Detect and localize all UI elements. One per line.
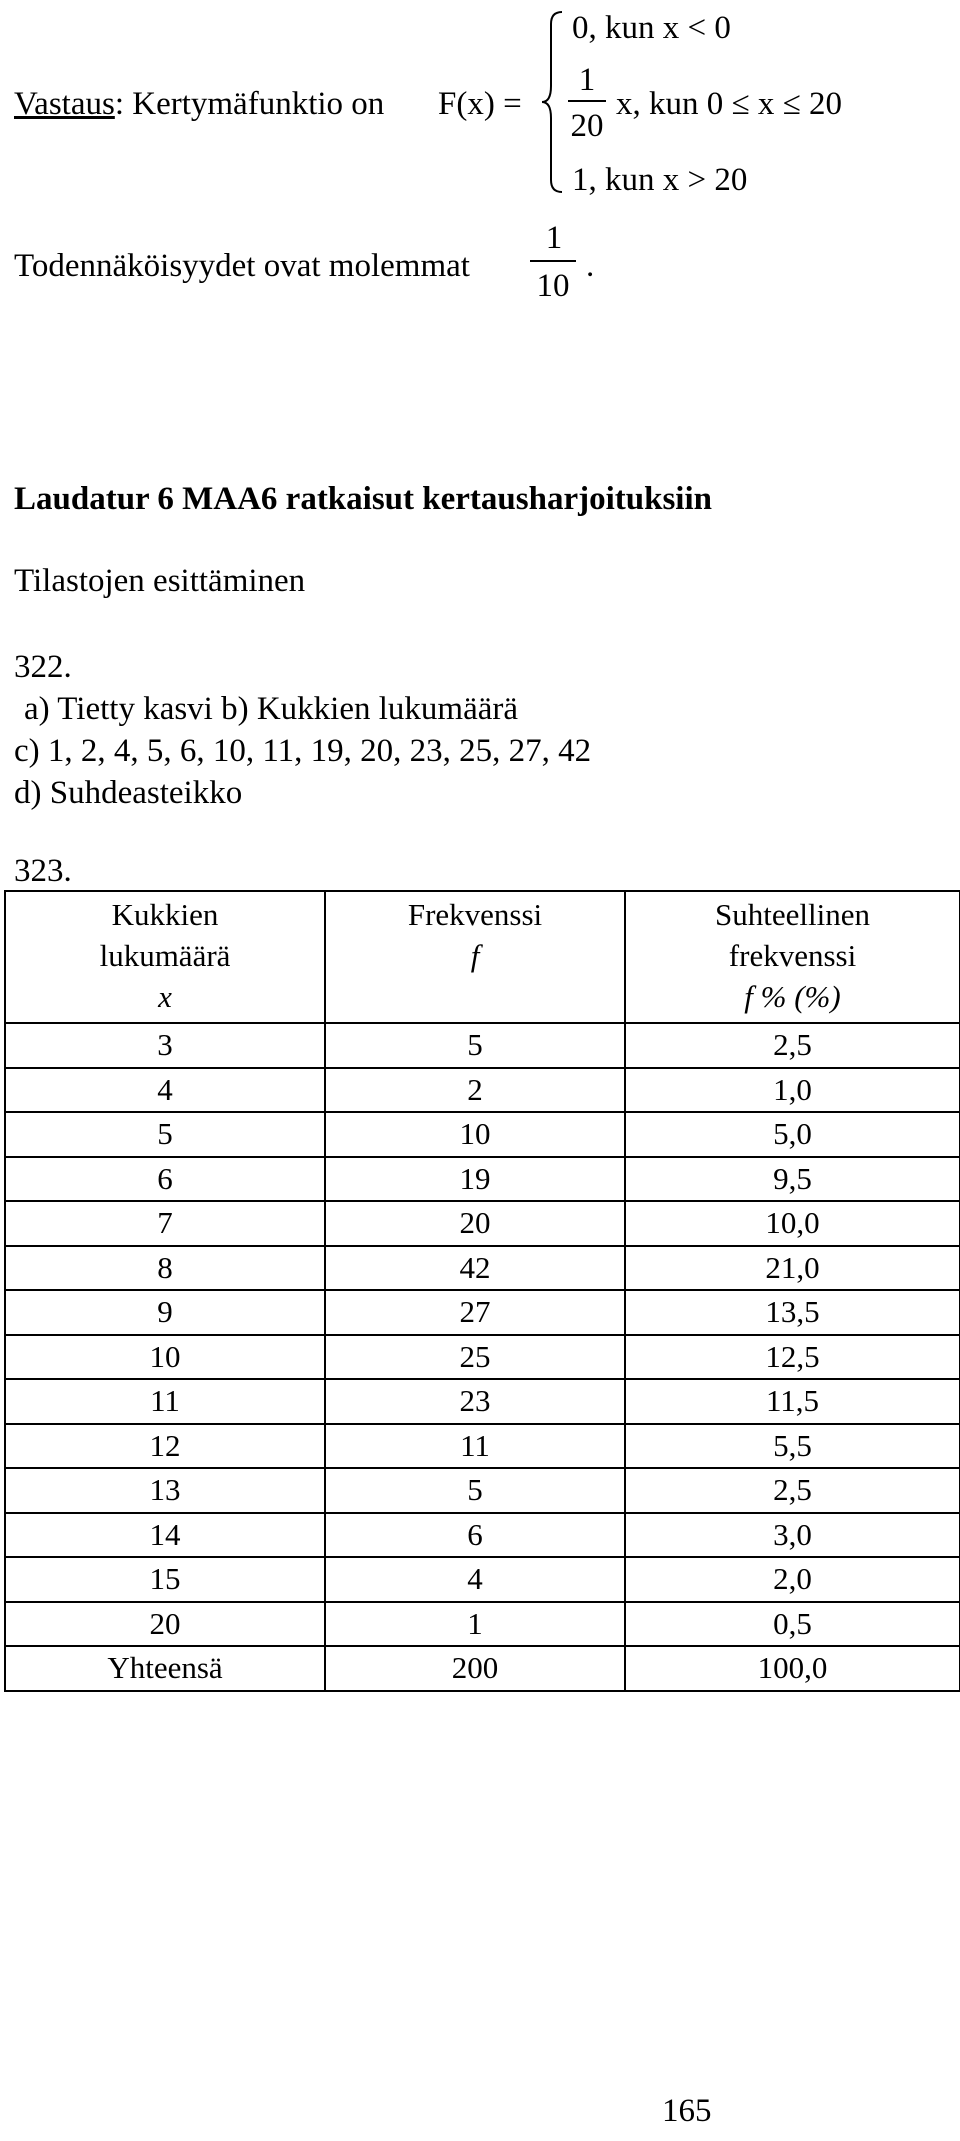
cell-frequency: 4 [325,1557,625,1602]
cell-relative-frequency: 100,0 [625,1646,960,1691]
cell-count: Yhteensä [5,1646,325,1691]
page-number: 165 [662,2093,712,2129]
table-header-row [5,891,960,1023]
header-frequency: Frekvenssi f [325,891,625,1023]
cell-relative-frequency: 3,0 [625,1513,960,1558]
table-row [5,1602,960,1647]
probabilities-text: Todennäköisyydet ovat molemmat [14,248,470,284]
cell-count: 7 [5,1201,325,1246]
section-subtitle: Tilastojen esittäminen [14,563,306,599]
table-row [5,1646,960,1691]
cell-count: 15 [5,1557,325,1602]
cell-frequency: 27 [325,1290,625,1335]
table-row [5,1335,960,1380]
cell-count: 12 [5,1424,325,1469]
table-row [5,1513,960,1558]
cell-count: 20 [5,1602,325,1647]
cell-count: 9 [5,1290,325,1335]
cell-relative-frequency: 0,5 [625,1602,960,1647]
cell-count: 11 [5,1379,325,1424]
cell-frequency: 2 [325,1068,625,1113]
cdf-fraction-bar [568,100,606,102]
cell-frequency: 10 [325,1112,625,1157]
frequency-table [4,890,960,1692]
table-row [5,1068,960,1113]
cell-relative-frequency: 9,5 [625,1157,960,1202]
cell-frequency: 1 [325,1602,625,1647]
table-row [5,1557,960,1602]
cdf-case-1: 0, kun x < 0 [572,10,731,46]
cell-relative-frequency: 5,0 [625,1112,960,1157]
cdf-function-lhs: F(x) = [438,86,522,122]
cdf-case-2-numerator: 1 [578,62,596,98]
exercise-322-number: 322. [14,649,72,685]
cell-frequency: 42 [325,1246,625,1291]
cell-relative-frequency: 10,0 [625,1201,960,1246]
cell-frequency: 25 [325,1335,625,1380]
cell-count: 4 [5,1068,325,1113]
cell-count: 3 [5,1023,325,1068]
cell-frequency: 5 [325,1023,625,1068]
cell-relative-frequency: 12,5 [625,1335,960,1380]
table-body [5,1023,960,1691]
cell-count: 6 [5,1157,325,1202]
answer-label: Vastaus [14,86,115,122]
exercise-322-line-a: a) Tietty kasvi b) Kukkien lukumäärä [24,691,519,727]
cell-frequency: 6 [325,1513,625,1558]
table-row [5,1112,960,1157]
table-row [5,1468,960,1513]
cell-count: 10 [5,1335,325,1380]
header-relative-frequency: Suhteellinen frekvenssi f % (%) [625,891,960,1023]
cell-relative-frequency: 2,5 [625,1468,960,1513]
table-row [5,1201,960,1246]
cell-count: 8 [5,1246,325,1291]
section-title: Laudatur 6 MAA6 ratkaisut kertausharjoituksiin [14,481,712,517]
cell-frequency: 11 [325,1424,625,1469]
header-count: Kukkien lukumäärä x [5,891,325,1023]
table-row [5,1157,960,1202]
cell-relative-frequency: 2,5 [625,1023,960,1068]
exercise-322-line-d: d) Suhdeasteikko [14,775,243,811]
probabilities-fraction-bar [530,260,576,262]
answer-text: : Kertymäfunktio on [114,86,385,122]
cell-relative-frequency: 2,0 [625,1557,960,1602]
probabilities-end: . [586,248,595,284]
table-row [5,1424,960,1469]
probabilities-numerator: 1 [545,220,563,256]
table-row [5,1246,960,1291]
exercise-322-line-c: c) 1, 2, 4, 5, 6, 10, 11, 19, 20, 23, 25, 27, 42 [14,733,592,769]
cell-frequency: 19 [325,1157,625,1202]
probabilities-denominator: 10 [536,268,570,304]
cell-frequency: 20 [325,1201,625,1246]
cell-frequency: 200 [325,1646,625,1691]
cell-relative-frequency: 13,5 [625,1290,960,1335]
cell-count: 5 [5,1112,325,1157]
curly-brace-icon [540,10,564,195]
table-row [5,1379,960,1424]
exercise-323-number: 323. [14,853,72,889]
table-row [5,1023,960,1068]
table-row [5,1290,960,1335]
cdf-case-2-denominator: 20 [570,108,604,144]
cell-frequency: 23 [325,1379,625,1424]
cell-relative-frequency: 1,0 [625,1068,960,1113]
cdf-case-3: 1, kun x > 20 [572,162,748,198]
cdf-case-2-rest: x, kun 0 ≤ x ≤ 20 [616,86,842,122]
cell-count: 13 [5,1468,325,1513]
cell-count: 14 [5,1513,325,1558]
cell-relative-frequency: 11,5 [625,1379,960,1424]
cell-relative-frequency: 21,0 [625,1246,960,1291]
cell-relative-frequency: 5,5 [625,1424,960,1469]
cell-frequency: 5 [325,1468,625,1513]
